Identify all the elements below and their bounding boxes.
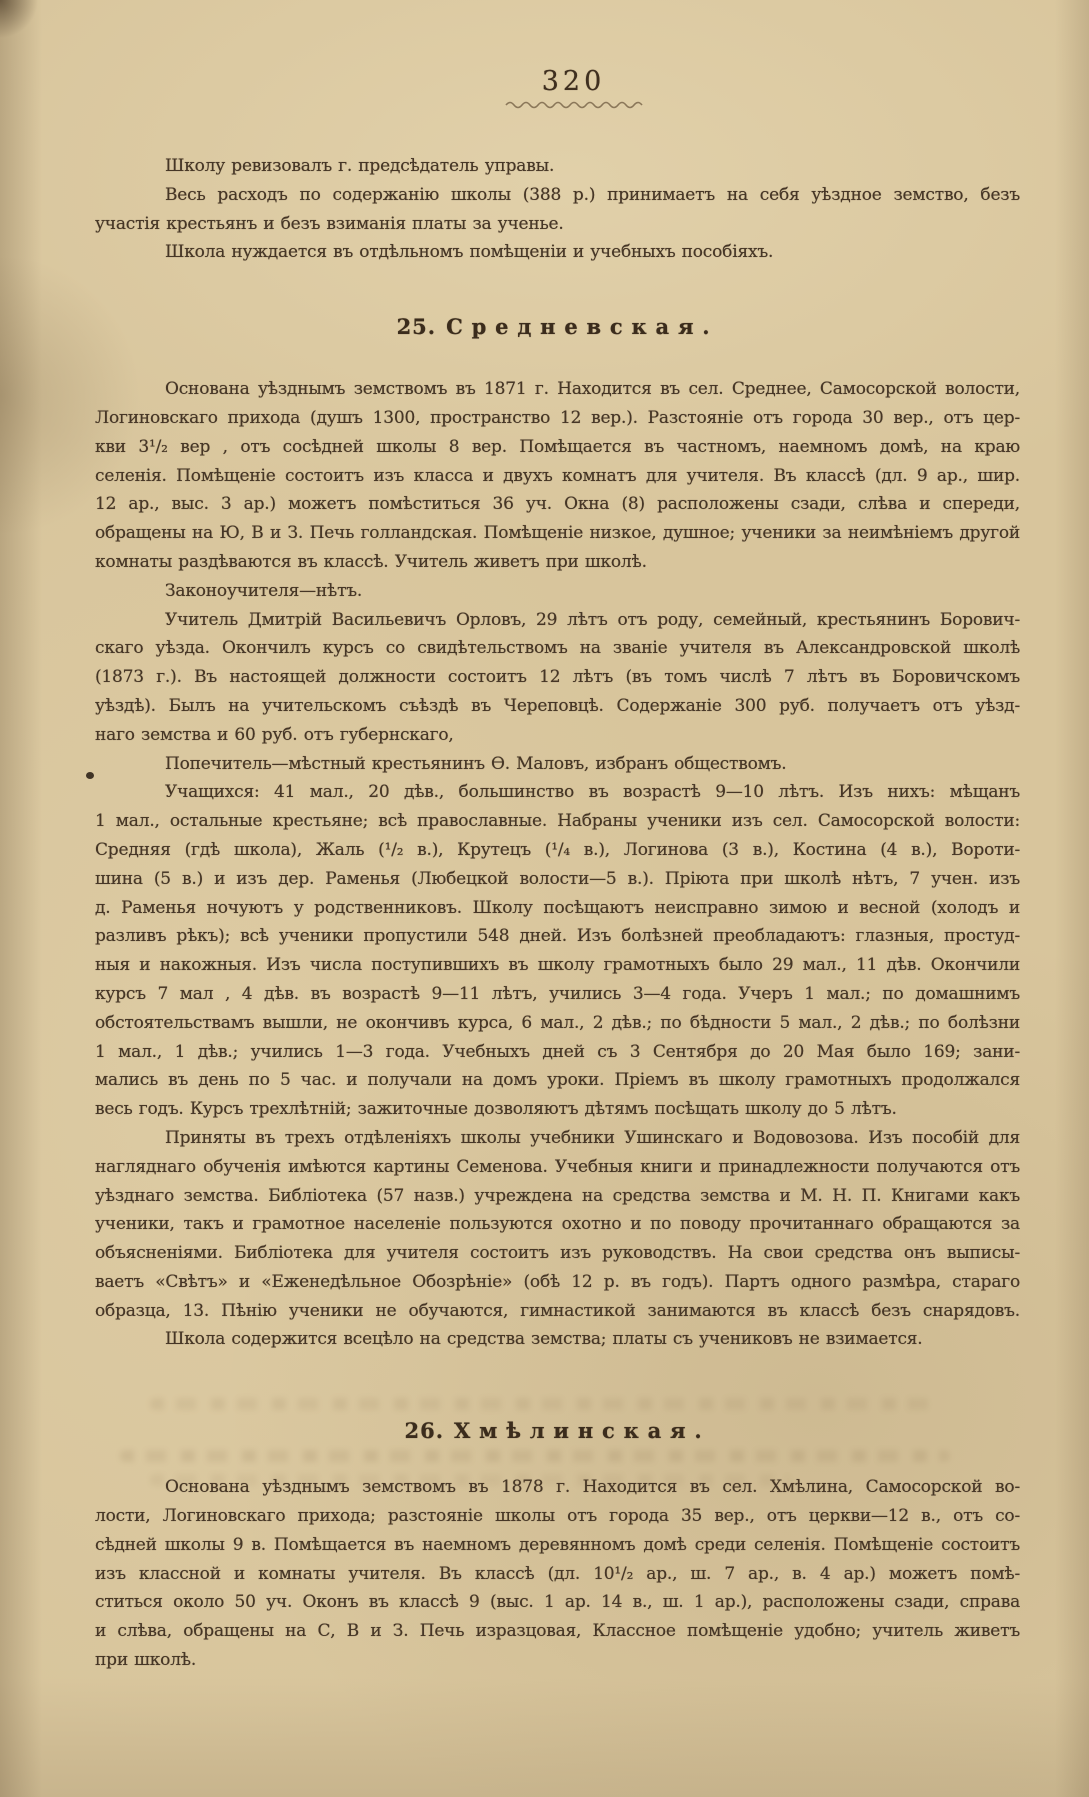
text-line: наго земства и 60 руб. отъ губернскаго, (95, 724, 454, 745)
heading-title: Хмѣлинская. (454, 1418, 711, 1444)
heading-number: 25. (396, 314, 437, 340)
text-line: 1 мал., 1 дѣв.; учились 1—3 года. Учебныхъ дней съ 3 Сентября до 20 Мая было 169; зани- (95, 1041, 1020, 1062)
text-line: мались въ день по 5 час. и получали на домъ уроки. Пріемъ въ школу грамотныхъ продолжался (95, 1070, 1020, 1091)
text-line: обстоятельствамъ вышли, не окончивъ курса, 6 мал., 2 дѣв.; по бѣдности 5 мал., 2 дѣв.; по болѣзни (95, 1012, 1020, 1033)
text-line: селенія. Помѣщеніе состоитъ изъ класса и двухъ комнатъ для учителя. Въ классѣ (дл. 9 ар., шир. (95, 465, 1020, 486)
text-line: Средняя (гдѣ школа), Жаль (¹/₂ в.), Крутецъ (¹/₄ в.), Логинова (3 в.), Костина (4 в.), Вороти- (95, 839, 1020, 860)
text-line: уѣздѣ). Былъ на учительскомъ съѣздѣ въ Череповцѣ. Содержаніе 300 руб. получаетъ отъ уѣзд- (95, 695, 1020, 716)
text-line: при школѣ. (95, 1650, 197, 1671)
text-line: лости, Логиновскаго прихода; разстояніе школы отъ города 35 вер., отъ церкви—12 в., отъ со- (95, 1506, 1020, 1527)
heading-title: Средневская. (446, 314, 719, 340)
text-line: образца, 13. Пѣнію ученики не обучаются, гимнастикой занимаются въ классѣ безъ снарядовъ. (95, 1300, 1020, 1321)
text-line: объясненіями. Библіотека для учителя состоитъ изъ руководствъ. На свои средства онъ выписы- (95, 1243, 1020, 1264)
text-line: д. Раменья ночуютъ у родственниковъ. Школу посѣщаютъ неисправно зимою и весной (холодъ и (95, 897, 1020, 918)
page-number: 320 (541, 66, 606, 97)
text-line: разливъ рѣкъ); всѣ ученики пропустили 548 дней. Изъ болѣзней преобладаютъ: глазныя, простуд- (95, 926, 1020, 947)
page-header (111, 66, 1036, 109)
text-line: ститься около 50 уч. Оконъ въ классѣ 9 (выс. 1 ар. 14 в., ш. 1 ар.), расположены сзади, справа (95, 1592, 1020, 1613)
ink-spot (86, 772, 94, 779)
text-line: ученики, такъ и грамотное населеніе пользуются охотно и по поводу прочитаннаго обращаются за (95, 1214, 1020, 1235)
text-line: 12 ар., выс. 3 ар.) можетъ помѣститься 36 уч. Окна (8) расположены сзади, слѣва и спереди, (95, 494, 1020, 515)
text-line: обращены на Ю, В и З. Печь голландская. Помѣщеніе низкое, душное; ученики за неимѣніемъ другой (95, 523, 1020, 544)
text-line: Основана уѣзднымъ земствомъ въ 1878 г. Находится въ сел. Хмѣлина, Самосорской во- (165, 1477, 1020, 1498)
text-line: весь годъ. Курсъ трехлѣтній; зажиточные дозволяютъ дѣтямъ посѣщать школу до 5 лѣтъ. (95, 1099, 897, 1120)
text-line: 1 мал., остальные крестьяне; всѣ православные. Набраны ученики изъ сел. Самосорской волости: (95, 811, 1020, 832)
section-24-conclusion (95, 152, 1020, 267)
text-line: Школа содержится всецѣло на средства земства; платы съ учениковъ не взимается. (165, 1329, 923, 1350)
text-line: (1873 г.). Въ настоящей должности состоитъ 12 лѣтъ (въ томъ числѣ 7 лѣтъ въ Боровичскомъ (95, 667, 1020, 688)
text-line: Весь расходъ по содержанію школы (388 р.) принимаетъ на себя уѣздное земство, безъ (165, 184, 1020, 205)
section-26-body (95, 1473, 1020, 1675)
text-line: Логиновскаго прихода (душъ 1300, пространство 12 вер.). Разстояніе отъ города 30 вер., отъ цер- (95, 407, 1020, 428)
page-content (0, 152, 1089, 1675)
text-line: комнаты раздѣваются въ классѣ. Учитель живетъ при школѣ. (95, 551, 647, 572)
text-line: скаго уѣзда. Окончилъ курсъ со свидѣтельствомъ на званіе учителя въ Александровской школѣ (95, 638, 1020, 659)
text-line: изъ классной и комнаты учителя. Въ классѣ (дл. 10¹/₂ ар., ш. 7 ар., в. 4 ар.) можетъ помѣ- (95, 1563, 1020, 1584)
text-line: и слѣва, обращены на С, В и З. Печь изразцовая, Классное помѣщеніе удобно; учитель живетъ (95, 1621, 1020, 1642)
text-line: Попечитель—мѣстный крестьянинъ Ѳ. Маловъ, избранъ обществомъ. (165, 753, 787, 774)
text-line: Учитель Дмитрій Васильевичъ Орловъ, 29 лѣтъ отъ роду, семейный, крестьянинъ Борович- (165, 609, 1020, 630)
text-line: участія крестьянъ и безъ взиманія платы за ученье. (95, 213, 564, 234)
text-line: Учащихся: 41 мал., 20 дѣв., большинство въ возрастѣ 9—10 лѣтъ. Изъ нихъ: мѣщанъ (165, 782, 1020, 803)
text-line: Приняты въ трехъ отдѣленіяхъ школы учебники Ушинскаго и Водовозова. Изъ пособій для (165, 1127, 1020, 1148)
section-25-body (95, 375, 1020, 1354)
wavy-divider (504, 99, 644, 109)
text-line: ныя и накожныя. Изъ числа поступившихъ въ школу грамотныхъ было 29 мал., 11 дѣв. Окончили (95, 955, 1020, 976)
text-line: уѣзднаго земства. Библіотека (57 назв.) учреждена на средства земства и М. Н. П. Книгами какъ (95, 1185, 1020, 1206)
text-line: Основана уѣзднымъ земствомъ въ 1871 г. Находится въ сел. Среднее, Самосорской волости, (165, 379, 1020, 400)
bleed-through (150, 1474, 790, 1486)
text-line: Школа нуждается въ отдѣльномъ помѣщеніи и учебныхъ пособіяхъ. (165, 242, 774, 263)
heading-number: 26. (404, 1418, 445, 1444)
text-line: кви 3¹/₂ вер , отъ сосѣдней школы 8 вер. Помѣщается въ частномъ, наемномъ домѣ, на краю (95, 436, 1020, 457)
text-line: нагляднаго обученія имѣются картины Семенова. Учебныя книги и принадлежности получаются отъ (95, 1156, 1020, 1177)
text-line: ваетъ «Свѣтъ» и «Еженедѣльное Обозрѣніе» (обѣ 12 р. въ годъ). Партъ одного размѣра, стараго (95, 1271, 1020, 1292)
text-line: шина (5 в.) и изъ дер. Раменья (Любецкой волости—5 в.). Пріюта при школѣ нѣтъ, 7 учен. изъ (95, 868, 1020, 889)
bleed-through (150, 1398, 930, 1410)
section-26-heading (95, 1416, 1020, 1445)
text-line: Школу ревизовалъ г. предсѣдатель управы. (165, 156, 555, 176)
text-line: Законоучителя—нѣтъ. (165, 580, 363, 601)
section-25-heading (95, 312, 1020, 341)
text-line: курсъ 7 мал , 4 дѣв. въ возрастѣ 9—11 лѣтъ, учились 3—4 года. Учеръ 1 мал.; по домашнимъ (95, 983, 1020, 1004)
text-line: сѣдней школы 9 в. Помѣщается въ наемномъ деревянномъ домѣ среди селенія. Помѣщеніе состоитъ (95, 1534, 1020, 1555)
bleed-through (120, 1450, 950, 1462)
